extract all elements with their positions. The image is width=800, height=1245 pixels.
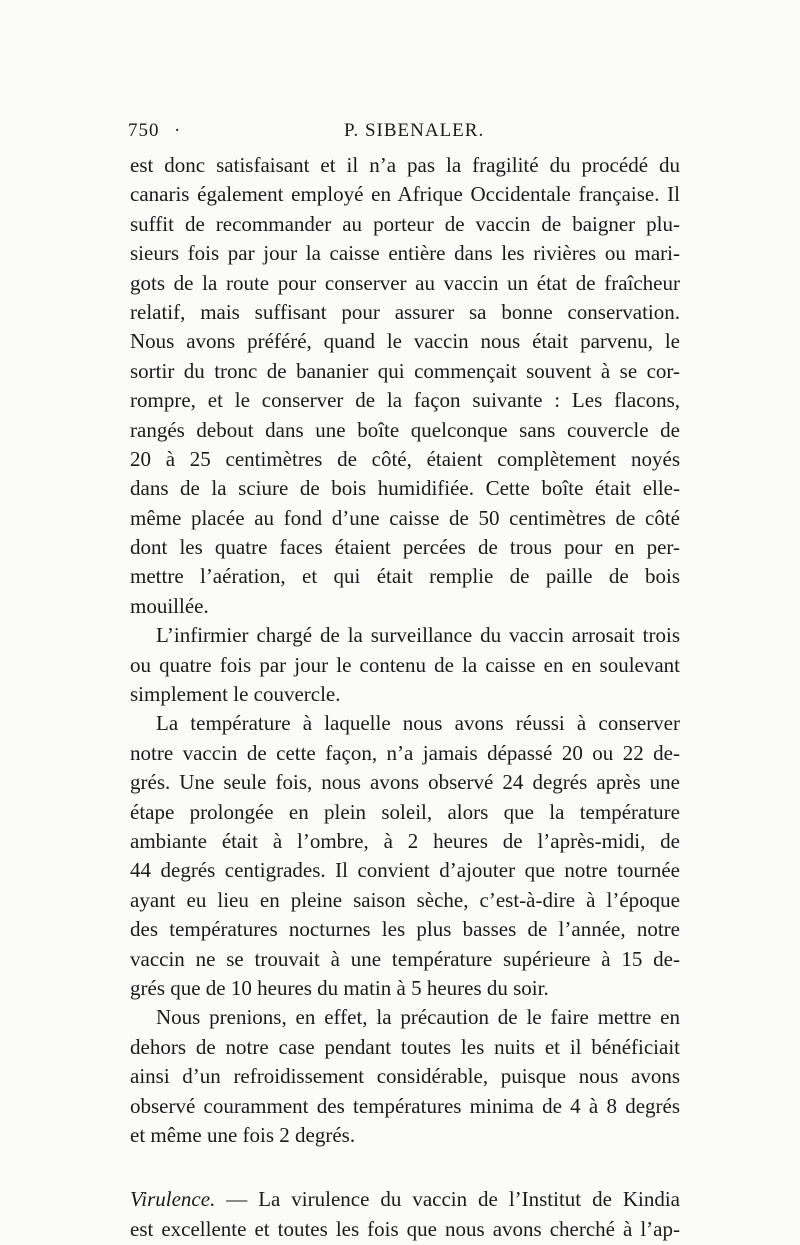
- text-line: gots de la route pour conserver au vaccin un état de fraîcheur: [130, 270, 680, 295]
- text-line: mouillée.: [130, 593, 209, 618]
- virulence-heading: Virulence.: [130, 1187, 216, 1212]
- text-line: grés que de 10 heures du matin à 5 heures du soir.: [130, 975, 549, 1000]
- text-line: suffit de recommander au porteur de vaccin de baigner plu-: [130, 211, 680, 236]
- text-line: même placée au fond d’une caisse de 50 centimètres de côté: [130, 505, 680, 530]
- text-line: ou quatre fois par jour le contenu de la caisse en en soulevant: [130, 652, 680, 677]
- text-line: La température à laquelle nous avons réussi à conserver: [156, 711, 680, 736]
- body-text: [130, 151, 680, 1244]
- text-line: et même une fois 2 degrés.: [130, 1122, 356, 1147]
- text-line: est excellente et toutes les fois que nous avons cherché à l’ap-: [130, 1216, 680, 1241]
- text-line: grés. Une seule fois, nous avons observé 24 degrés après une: [130, 770, 680, 795]
- text-line: sortir du tronc de bananier qui commençait souvent à se cor-: [130, 358, 680, 383]
- text-line: dehors de notre case pendant toutes les nuits et il bénéficiait: [130, 1034, 680, 1059]
- page-number: 750: [128, 120, 160, 141]
- text-line: rompre, et le conserver de la façon suivante : Les flacons,: [130, 388, 680, 413]
- text-line: mettre l’aération, et qui était remplie de paille de bois: [130, 564, 680, 589]
- text-line: L’infirmier chargé de la surveillance du vaccin arrosait trois: [156, 623, 680, 648]
- virulence-text: La virulence du vaccin de l’Institut de Kindia: [258, 1187, 681, 1212]
- text-line: ainsi d’un refroidissement considérable, puisque nous avons: [130, 1064, 680, 1089]
- running-head: [128, 120, 688, 150]
- text-line: observé couramment des températures minima de 4 à 8 degrés: [130, 1093, 680, 1118]
- text-line: ayant eu lieu en pleine saison sèche, c’est-à-dire à l’époque: [130, 887, 680, 912]
- text-line: vaccin ne se trouvait à une température supérieure à 15 de-: [130, 946, 680, 971]
- text-line: des températures nocturnes les plus basses de l’année, notre: [130, 917, 680, 942]
- text-line: ambiante était à l’ombre, à 2 heures de l’après-midi, de: [130, 828, 680, 853]
- text-line: dans de la sciure de bois humidifiée. Cette boîte était elle-: [130, 476, 680, 501]
- header-dot: ·: [174, 120, 182, 141]
- virulence-dash: —: [215, 1187, 259, 1212]
- text-line: est donc satisfaisant et il n’a pas la fragilité du procédé du: [130, 153, 680, 177]
- text-line: rangés debout dans une boîte quelconque sans couvercle de: [130, 417, 680, 442]
- text-line: canaris également employé en Afrique Occidentale française. Il: [130, 182, 680, 207]
- text-line: 20 à 25 centimètres de côté, étaient complètement noyés: [130, 446, 680, 471]
- virulence-line: [130, 1185, 680, 1214]
- text-line: dont les quatre faces étaient percées de trous pour en per-: [130, 535, 680, 560]
- text-line: Nous avons préféré, quand le vaccin nous était parvenu, le: [130, 329, 680, 354]
- text-line: 44 degrés centigrades. Il convient d’ajouter que notre tournée: [130, 858, 680, 883]
- text-line: notre vaccin de cette façon, n’a jamais dépassé 20 ou 22 de-: [130, 740, 680, 765]
- text-line: sieurs fois par jour la caisse entière dans les rivières ou mari-: [130, 241, 680, 266]
- running-title: P. SIBENALER.: [344, 120, 485, 141]
- text-line: Nous prenions, en effet, la précaution de le faire mettre en: [156, 1005, 680, 1030]
- text-line: simplement le couvercle.: [130, 682, 341, 707]
- text-line: étape prolongée en plein soleil, alors que la température: [130, 799, 680, 824]
- text-line: relatif, mais suffisant pour assurer sa bonne conservation.: [130, 299, 680, 324]
